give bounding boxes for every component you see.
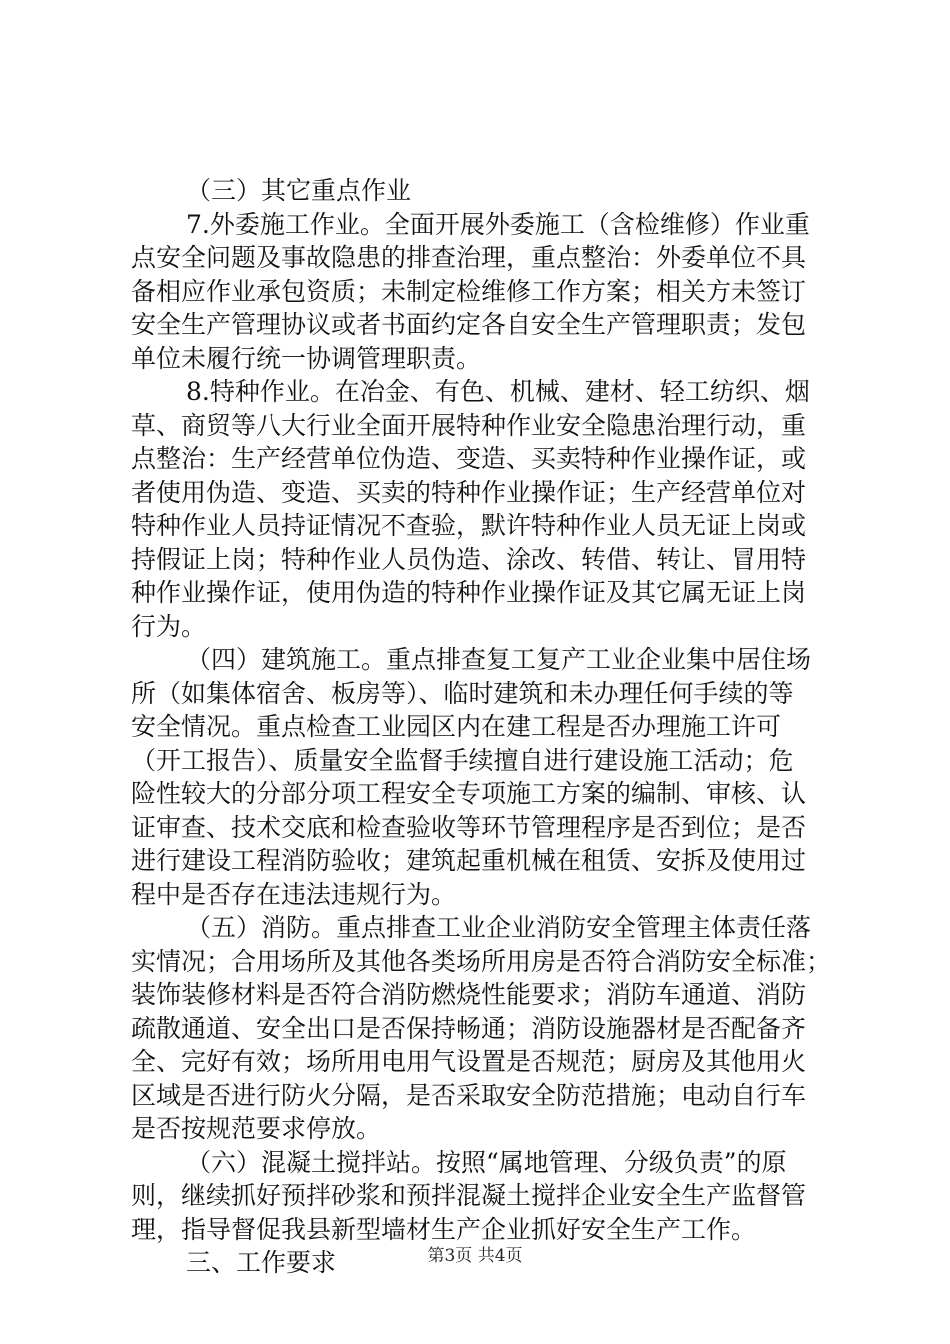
paragraph-line: 特种作业人员持证情况不查验，默许特种作业人员无证上岗或 — [131, 511, 807, 540]
paragraph-line: 单位未履行统一协调管理职责。 — [131, 343, 482, 373]
paragraph-line: 程中是否存在违法违规行为。 — [131, 879, 457, 909]
paragraph-line: 所（如集体宿舍、板房等）、临时建筑和未办理任何手续的等 — [131, 678, 794, 708]
paragraph-line: 全、完好有效；场所用电用气设置是否规范；厨房及其他用火 — [131, 1047, 807, 1076]
paragraph-first-line: （六）混凝土搅拌站。按照“属地管理、分级负责”的原 — [186, 1147, 787, 1177]
paragraph-line: 点整治：生产经营单位伪造、变造、买卖特种作业操作证，或 — [131, 444, 807, 473]
paragraph-line: 备相应作业承包资质；未制定检维修工作方案；相关方未签订 — [131, 276, 807, 306]
paragraph-first-line: （四）建筑施工。重点排查复工复产工业企业集中居住场 — [186, 645, 812, 674]
paragraph-line: 证审查、技术交底和检查验收等环节管理程序是否到位；是否 — [131, 812, 807, 842]
paragraph-first-line: 7.外委施工作业。全面开展外委施工（含检维修）作业重 — [186, 209, 810, 239]
paragraph-line: 者使用伪造、变造、买卖的特种作业操作证；生产经营单位对 — [131, 477, 807, 507]
paragraph-first-line: 8.特种作业。在冶金、有色、机械、建材、轻工纺织、烟 — [186, 377, 810, 406]
paragraph-line: 安全生产管理协议或者书面约定各自安全生产管理职责；发包 — [131, 310, 807, 339]
paragraph-line: 草、商贸等八大行业全面开展特种作业安全隐患治理行动，重 — [131, 410, 807, 440]
paragraph-line: 安全情况。重点检查工业园区内在建工程是否办理施工许可 — [131, 712, 782, 741]
paragraph-line: 则，继续抓好预拌砂浆和预拌混凝土搅拌企业安全生产监督管 — [131, 1181, 807, 1210]
paragraph-line: 是否按规范要求停放。 — [131, 1114, 382, 1143]
paragraph-line: 装饰装修材料是否符合消防燃烧性能要求；消防车通道、消防 — [131, 980, 807, 1009]
paragraph-line: 种作业操作证，使用伪造的特种作业操作证及其它属无证上岗 — [131, 578, 807, 607]
paragraph-line: （开工报告）、质量安全监督手续擅自进行建设施工活动；危 — [131, 745, 794, 775]
paragraph-line: 实情况；合用场所及其他各类场所用房是否符合消防安全标准； — [131, 946, 831, 976]
page-footer: 第3页 共4页 — [427, 1246, 523, 1266]
paragraph-line: 理，指导督促我县新型墙材生产企业抓好安全生产工作。 — [131, 1214, 757, 1244]
paragraph-line: 疏散通道、安全出口是否保持畅通；消防设施器材是否配备齐 — [131, 1013, 807, 1043]
paragraph-line: 持假证上岗；特种作业人员伪造、涂改、转借、转让、冒用特 — [131, 544, 807, 574]
paragraph-line: 点安全问题及事故隐患的排查治理，重点整治：外委单位不具 — [131, 243, 807, 272]
paragraph-first-line: （三）其它重点作业 — [186, 176, 412, 205]
paragraph-first-line: （五）消防。重点排查工业企业消防安全管理主体责任落 — [186, 913, 812, 942]
paragraph-first-line: 三、工作要求 — [186, 1248, 337, 1277]
paragraph-line: 险性较大的分部分项工程安全专项施工方案的编制、审核、认 — [131, 779, 807, 808]
paragraph-line: 行为。 — [131, 611, 207, 641]
paragraph-line: 区域是否进行防火分隔，是否采取安全防范措施；电动自行车 — [131, 1080, 807, 1110]
paragraph-line: 进行建设工程消防验收；建筑起重机械在租赁、安拆及使用过 — [131, 846, 807, 875]
document-body — [131, 174, 831, 1280]
